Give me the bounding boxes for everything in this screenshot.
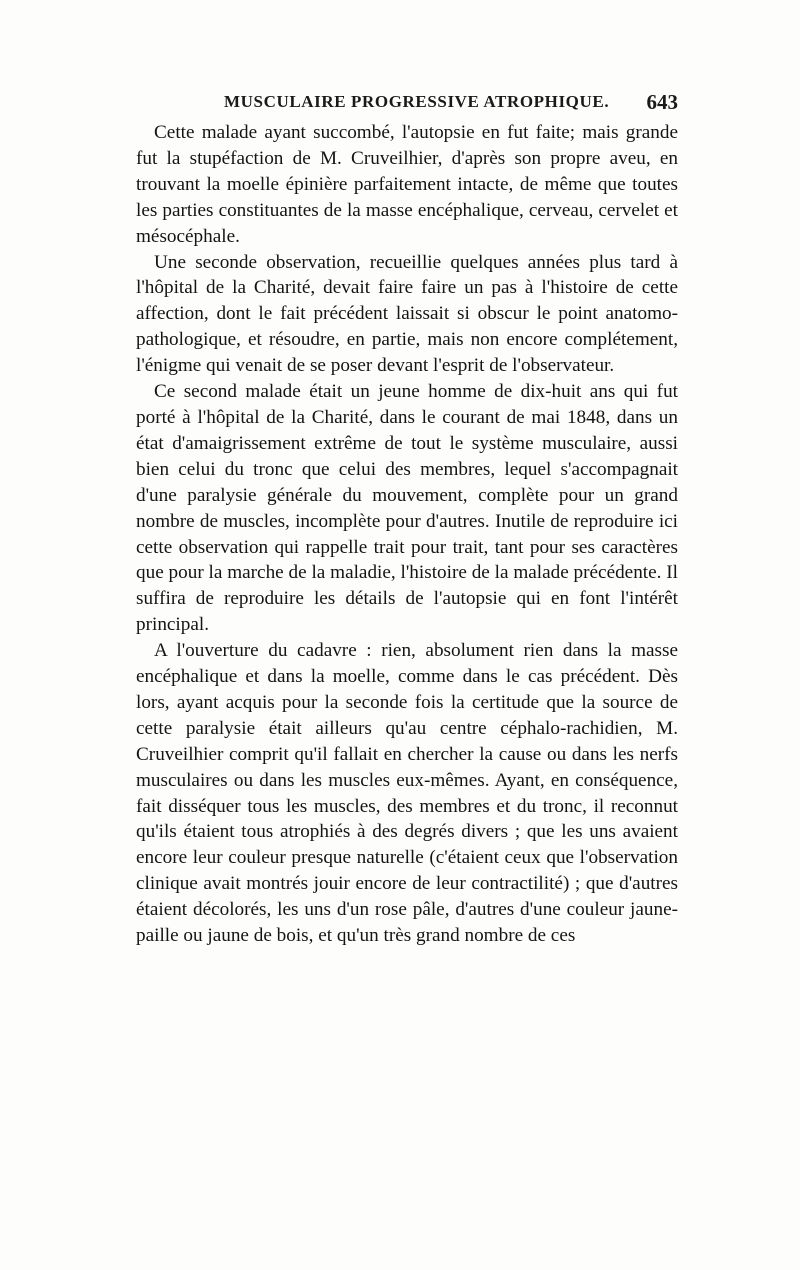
paragraph: Ce second malade était un jeune homme de dix-huit ans qui fut porté à l'hôpital de la Charité, dans le courant de mai 1848, dans un état d'amaigrissement extrême de tout le système musculaire, aussi bien celui du tronc que celui des membres, lequel s'accompagnait d'une paralysie générale du mouvement, complète pour un grand nombre de muscles, incomplète pour d'autres. Inutile de reproduire ici cette observation qui rappelle trait pour trait, tant pour ses caractères que pour la marche de la maladie, l'histoire de la malade précédente. Il suffira de reproduire les détails de l'autopsie qui en font l'intérêt principal. bbox=[136, 381, 678, 636]
paragraph: Une seconde observation, recueillie quelques années plus tard à l'hôpital de la Charité, devait faire faire un pas à l'histoire de cette affection, dont le fait précédent laissait si obscur le point anatomo-pathologique, et résoudre, en partie, mais non encore complétement, l'énigme qui venait de se poser devant l'esprit de l'observateur. bbox=[136, 251, 678, 377]
paragraph: Cette malade ayant succombé, l'autopsie en fut faite; mais grande fut la stupéfaction de M. Cruveilhier, d'après son propre aveu, en trouvant la moelle épinière parfaitement intacte, de même que toutes les parties constituantes de la masse encéphalique, cerveau, cervelet et mésocéphale. bbox=[136, 122, 678, 247]
paragraph: A l'ouverture du cadavre : rien, absolument rien dans la masse encéphalique et dans la moelle, comme dans le cas précédent. Dès lors, ayant acquis pour la seconde fois la certitude que la source de cette paralysie était ailleurs qu'au centre céphalo-rachidien, M. Cruveilhier comprit qu'il fallait en chercher la cause ou dans les nerfs musculaires ou dans les muscles eux-mêmes. Ayant, en conséquence, fait disséquer tous les muscles, des membres et du tronc, il reconnut qu'ils étaient tous atrophiés à des degrés divers ; que les uns avaient encore leur couleur presque naturelle (c'étaient ceux que l'observation clinique avait montrés jouir encore de leur contractilité) ; que d'autres étaient décolorés, les uns d'un rose pâle, d'autres d'une couleur jaune-paille ou jaune de bois, et qu'un très grand nombre de ces bbox=[136, 640, 678, 947]
page-number: 643 bbox=[646, 90, 678, 114]
running-head bbox=[136, 92, 678, 118]
body-text bbox=[136, 120, 678, 949]
running-title: MUSCULAIRE PROGRESSIVE ATROPHIQUE. bbox=[224, 92, 610, 111]
